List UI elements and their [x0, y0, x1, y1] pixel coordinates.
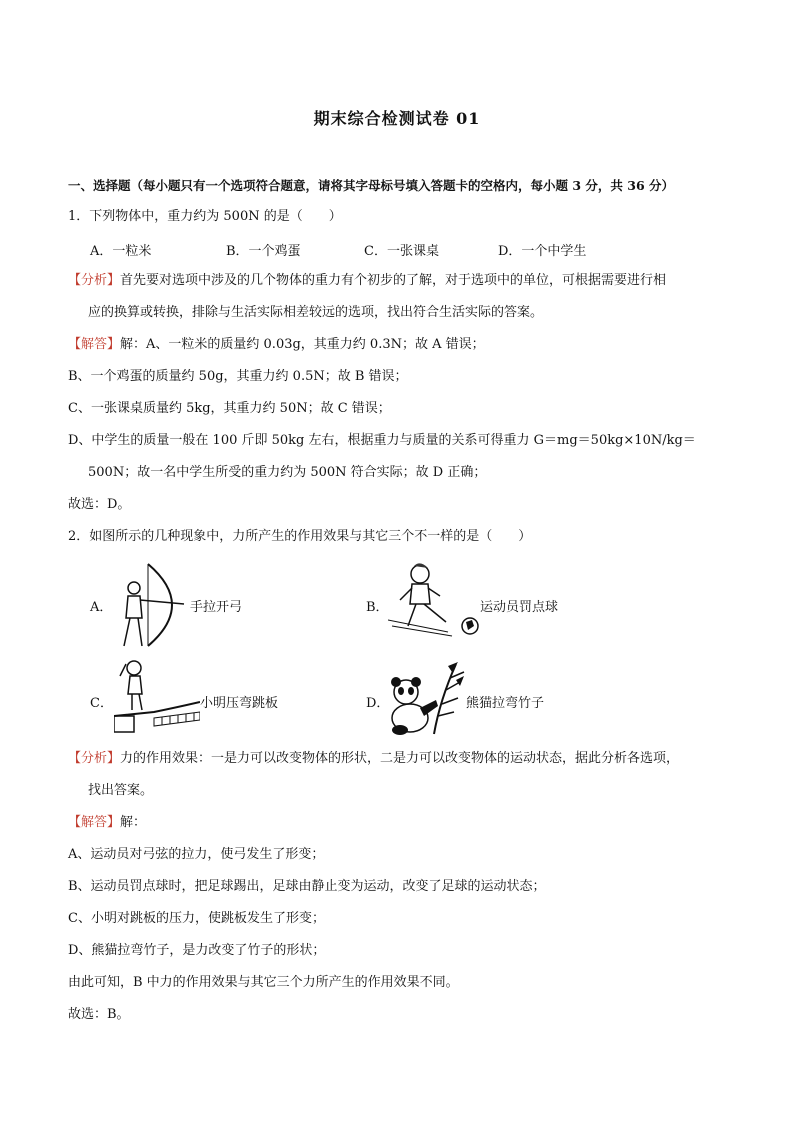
q2-analysis-tag: 【分析】 [68, 751, 121, 766]
fig-d-letter: D． [366, 696, 390, 711]
q2-analysis-text: 力的作用效果：一是力可以改变物体的形状，二是力可以改变物体的运动状态，据此分析各选项， [120, 751, 680, 766]
q2-choice: 故选：B。 [68, 1007, 130, 1022]
q1-answer-c: C、一张课桌质量约 5kg，其重力约 50N；故 C 错误； [68, 401, 391, 416]
q1-answer-tag: 【解答】 [68, 337, 121, 352]
q1-choice: 故选：D。 [68, 497, 131, 512]
fig-a-letter: A． [90, 600, 113, 615]
diving-board-illustration [114, 656, 200, 736]
q1-option-a: A．一粒米 [90, 244, 152, 259]
q1-analysis-cont: 应的换算或转换，排除与生活实际相差较远的选项，找出符合生活实际的答案。 [88, 305, 544, 320]
fig-b-letter: B． [366, 600, 389, 615]
archer-illustration [118, 560, 190, 650]
q1-answer-b: B、一个鸡蛋的质量约 50g，其重力约 0.5N；故 B 错误； [68, 369, 408, 384]
q1-answer-d: D、中学生的质量一般在 100 斤即 50kg 左右，根据重力与质量的关系可得重力 G＝mg＝50kg×10N/kg＝ [68, 433, 696, 448]
q1-analysis [68, 272, 666, 290]
fig-d-caption: 熊猫拉弯竹子 [466, 696, 545, 711]
q2-answer-b: B、运动员罚点球时，把足球踢出，足球由静止变为运动，改变了足球的运动状态； [68, 879, 546, 894]
q1-analysis-text: 首先要对选项中涉及的几个物体的重力有个初步的了解，对于选项中的单位，可根据需要进行相 [120, 273, 667, 288]
q1-option-b: B．一个鸡蛋 [226, 244, 301, 259]
q2-analysis-cont: 找出答案。 [88, 783, 154, 798]
q2-answer-text: 解： [120, 815, 147, 830]
q1-option-d: D．一个中学生 [498, 244, 587, 259]
q2-answer-a: A、运动员对弓弦的拉力，使弓发生了形变； [68, 847, 325, 862]
q2-answer-d: D、熊猫拉弯竹子，是力改变了竹子的形状； [68, 943, 326, 958]
q2-conclusion: 由此可知，B 中力的作用效果与其它三个力所产生的作用效果不同。 [68, 975, 459, 990]
q2-answer-c: C、小明对跳板的压力，使跳板发生了形变； [68, 911, 325, 926]
section-heading: 一、选择题（每小题只有一个选项符合题意，请将其字母标号填入答题卡的空格内，每小题 3 分，共 36 分） [68, 178, 675, 193]
panda-bamboo-illustration [386, 660, 466, 736]
q1-answer-text: 解：A、一粒米的质量约 0.03g，其重力约 0.3N；故 A 错误； [120, 337, 485, 352]
q1-option-c: C．一张课桌 [364, 244, 439, 259]
q2-analysis [68, 750, 679, 768]
q2-stem: 2．如图所示的几种现象中，力所产生的作用效果与其它三个不一样的是（ ） [68, 529, 532, 544]
fig-b-caption: 运动员罚点球 [480, 600, 559, 615]
q1-answer-d-cont: 500N；故一名中学生所受的重力约为 500N 符合实际；故 D 正确； [88, 465, 487, 480]
q2-answer [68, 814, 146, 832]
q1-stem: 1．下列物体中，重力约为 500N 的是（ ） [68, 209, 342, 224]
q2-answer-tag: 【解答】 [68, 815, 121, 830]
q1-analysis-tag: 【分析】 [68, 273, 121, 288]
q1-answer [68, 336, 485, 354]
fig-c-caption: 小明压弯跳板 [200, 696, 279, 711]
football-player-illustration [388, 560, 480, 640]
fig-c-letter: C． [90, 696, 113, 711]
page-title: 期末综合检测试卷 01 [313, 109, 481, 128]
fig-a-caption: 手拉开弓 [190, 600, 243, 615]
